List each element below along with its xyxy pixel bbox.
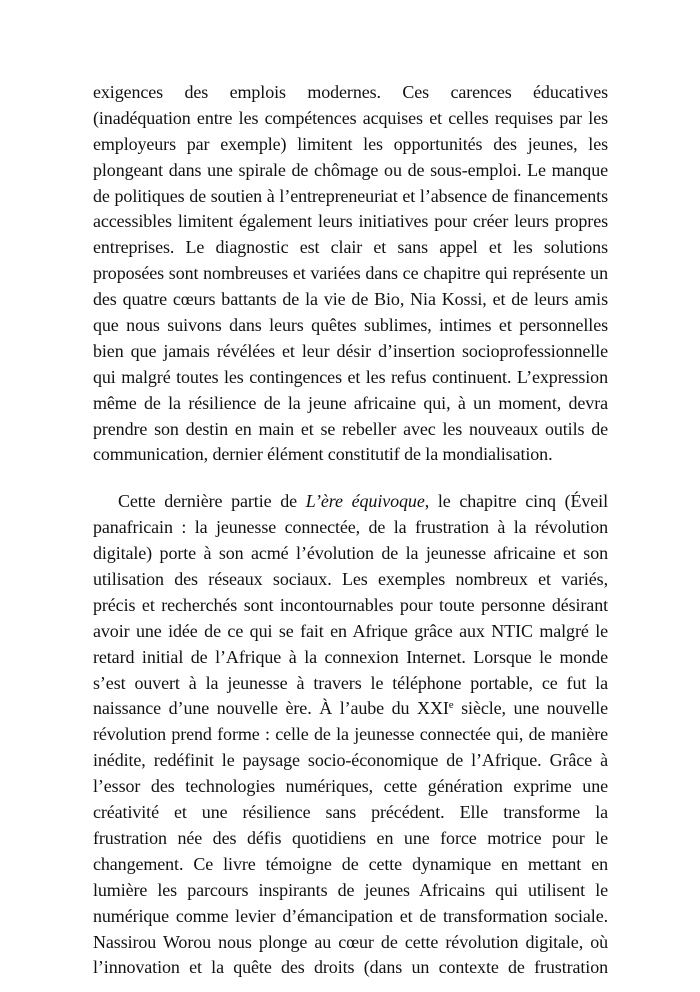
text-line: panafricain : la jeunesse connectée, de la frustration à la révolution [93, 517, 608, 538]
text-line: entreprises. Le diagnostic est clair et sans appel et les solutions [93, 237, 608, 258]
text-segment: , le chapitre cinq (Éveil [424, 491, 608, 512]
text-segment: naissance d’une nouvelle ère. À l’aube du XXI [93, 698, 449, 719]
text-line: des quatre cœurs battants de la vie de Bio, Nia Kossi, et de leurs amis [93, 289, 608, 310]
document-page [93, 80, 608, 981]
text-segment: siècle, une nouvelle [453, 698, 608, 719]
text-line: de politiques de soutien à l’entrepreneuriat et l’absence de financements [93, 185, 608, 206]
text-segment: Cette dernière partie de [118, 491, 306, 512]
text-line: (inadéquation entre les compétences acquises et celles requises par les [93, 107, 608, 128]
text-line: l’essor des technologies numériques, cette génération exprime une [93, 776, 608, 797]
text-line: révolution prend forme : celle de la jeunesse connectée qui, de manière [93, 724, 608, 745]
text-line: prendre son destin en main et se rebeller avec les nouveaux outils de [93, 418, 608, 439]
text-line: digitale) porte à son acmé l’évolution de la jeunesse africaine et son [93, 543, 608, 564]
text-line: communication, dernier élément constitutif de la mondialisation. [93, 444, 553, 465]
text-line: plongeant dans une spirale de chômage ou de sous-emploi. Le manque [93, 159, 608, 180]
text-line: utilisation des réseaux sociaux. Les exemples nombreux et variés, [93, 569, 608, 590]
superscript: e [448, 699, 454, 712]
paragraph-1 [93, 80, 608, 468]
text-line: s’est ouvert à la jeunesse à travers le téléphone portable, ce fut la [93, 672, 608, 693]
text-line: même de la résilience de la jeune africaine qui, à un moment, devra [93, 392, 608, 413]
text-line: retard initial de l’Afrique à la connexion Internet. Lorsque le monde [93, 646, 608, 667]
text-line: bien que jamais révélées et leur désir d’insertion socioprofessionnelle [93, 340, 608, 361]
text-line: qui malgré toutes les contingences et les refus continuent. L’expression [93, 366, 608, 387]
text-line: l’innovation et la quête des droits (dans un contexte de frustration [93, 957, 608, 978]
paragraph-2 [93, 489, 608, 981]
text-line: Nassirou Worou nous plonge au cœur de cette révolution digitale, où [93, 931, 608, 952]
text-line: frustration née des défis quotidiens en une force motrice pour le [93, 827, 608, 848]
text-line: numérique comme levier d’émancipation et de transformation sociale. [93, 905, 608, 926]
text-line: créativité et une résilience sans précédent. Elle transforme la [93, 802, 608, 823]
text-line: proposées sont nombreuses et variées dans ce chapitre qui représente un [93, 263, 608, 284]
text-line: accessibles limitent également leurs initiatives pour créer leurs propres [93, 211, 608, 232]
text-line: changement. Ce livre témoigne de cette dynamique en mettant en [93, 853, 608, 874]
text-line: lumière les parcours inspirants de jeunes Africains qui utilisent le [93, 879, 608, 900]
text-line: employeurs par exemple) limitent les opportunités des jeunes, les [93, 133, 608, 154]
text-line [93, 489, 608, 515]
text-line: exigences des emplois modernes. Ces carences éducatives [93, 82, 608, 102]
text-line [93, 696, 608, 722]
text-line: avoir une idée de ce qui se fait en Afrique grâce aux NTIC malgré le [93, 620, 608, 641]
text-line: précis et recherchés sont incontournables pour toute personne désirant [93, 594, 608, 615]
book-title: L’ère équivoque [305, 491, 425, 512]
text-line: inédite, redéfinit le paysage socio-économique de l’Afrique. Grâce à [93, 750, 608, 771]
text-line: que nous suivons dans leurs quêtes sublimes, intimes et personnelles [93, 315, 608, 336]
